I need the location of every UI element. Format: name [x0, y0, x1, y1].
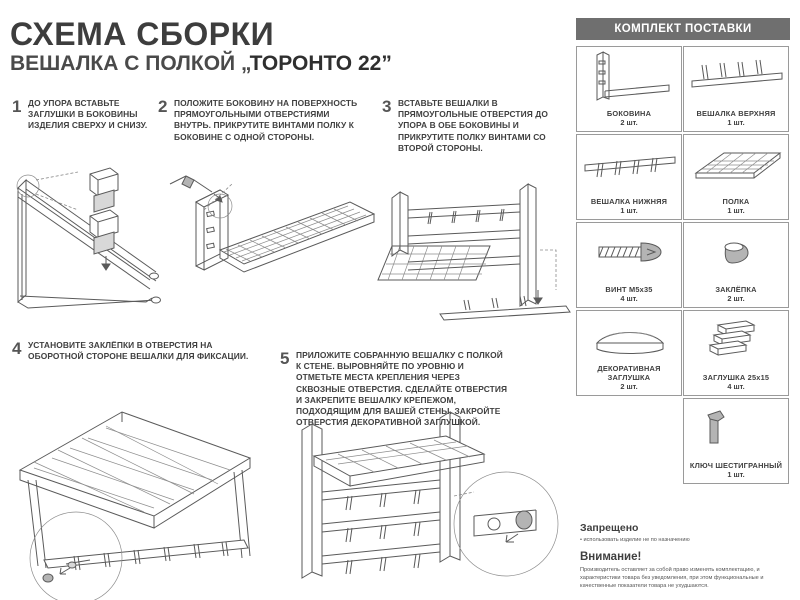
page-subtitle-prefix: ВЕШАЛКА С ПОЛКОЙ „ — [10, 52, 250, 75]
part-label: ДЕКОРАТИВНАЯ ЗАГЛУШКА — [597, 363, 661, 382]
shelf-icon — [684, 135, 788, 198]
step-3-number: 3 — [382, 97, 392, 116]
part-label: ВЕШАЛКА ВЕРХНЯЯ — [696, 108, 776, 118]
step-2-text: ПОЛОЖИТЕ БОКОВИНУ НА ПОВЕРХНОСТЬ ПРЯМОУГОЛЬНЫМИ ОТВЕРСТИЯМИ ВНУТРЬ. ПРИКРУТИТЕ ВИНТАМИ ПОЛКУ К БОКОВИНЕ С ОДНОЙ СТОРОНЫ. — [174, 98, 358, 142]
part-side-panel — [576, 46, 682, 132]
step-3-illustration — [370, 150, 576, 350]
screw-icon — [577, 223, 681, 286]
part-cap-25x15 — [683, 310, 789, 396]
part-label: КЛЮЧ ШЕСТИГРАННЫЙ — [689, 460, 783, 470]
forbidden-title: Запрещено — [580, 522, 639, 534]
part-qty: 1 шт. — [727, 470, 745, 480]
footer-notes — [580, 522, 798, 591]
step-3-text: ВСТАВЬТЕ ВЕШАЛКИ В ПРЯМОУГОЛЬНЫЕ ОТВЕРСТИЯ ДО УПОРА В ОБЕ БОКОВИНЫ И ПРИКРУТИТЕ ПОЛКУ ВИНТАМИ СО ВТОРОЙ СТОРОНЫ. — [398, 98, 548, 153]
step-4-text: УСТАНОВИТЕ ЗАКЛЁПКИ В ОТВЕРСТИЯ НА ОБОРОТНОЙ СТОРОНЕ ВЕШАЛКИ ДЛЯ ФИКСАЦИИ. — [28, 340, 249, 362]
product-model: ТОРОНТО 22” — [249, 52, 392, 75]
decorative-cap-icon — [577, 307, 681, 365]
forbidden-item: • использовать изделие не по назначению — [580, 537, 690, 543]
part-qty: 2 шт. — [620, 118, 638, 128]
step-2 — [158, 98, 368, 143]
step-2-number: 2 — [158, 97, 168, 116]
part-shelf — [683, 134, 789, 220]
lower-rail-icon — [577, 135, 681, 198]
part-qty: 2 шт. — [727, 294, 745, 304]
step-4 — [12, 340, 262, 362]
part-label: ЗАКЛЁПКА — [715, 284, 757, 294]
part-label: БОКОВИНА — [606, 108, 652, 118]
step-1-illustration — [6, 150, 166, 330]
step-4-illustration — [4, 388, 274, 588]
step-5-illustration — [278, 396, 568, 596]
upper-rail-icon — [684, 47, 788, 110]
assembly-steps — [0, 88, 576, 598]
part-qty: 1 шт. — [727, 118, 745, 128]
step-4-number: 4 — [12, 339, 22, 358]
page-title: СХЕМА СБОРКИ — [10, 16, 275, 52]
part-hex-key — [683, 398, 789, 484]
part-label: ВЕШАЛКА НИЖНЯЯ — [590, 196, 668, 206]
parts-panel — [576, 18, 790, 486]
cap-25x15-icon — [684, 311, 788, 374]
attention-title: Внимание! — [580, 551, 642, 564]
part-label: ЗАГЛУШКА 25х15 — [702, 372, 770, 382]
page-subtitle — [10, 53, 570, 75]
part-lower-rail — [576, 134, 682, 220]
step-3 — [382, 98, 572, 154]
step-1 — [12, 98, 152, 132]
hex-key-icon — [684, 399, 788, 462]
step-5-text: ПРИЛОЖИТЕ СОБРАННУЮ ВЕШАЛКУ С ПОЛКОЙ К СТЕНЕ. ВЫРОВНЯЙТЕ ПО УРОВНЮ И ОТМЕТЬТЕ МЕСТА КРЕПЛЕНИЯ ЧЕРЕЗ СКВОЗНЫЕ ОТВЕРСТИЯ. СДЕЛАЙТЕ ОТВЕРСТИЯ И ЗАКРЕПИТЕ ВЕШАЛКУ КРЕПЕЖОМ, ПОДХОДЯЩИМ ДЛЯ ВАШЕЙ СТЕНЫ. ЗАКРОЙТЕ ОТВЕРСТИЯ ДЕКОРАТИВНОЙ ЗАГЛУШКОЙ. — [296, 350, 508, 428]
part-qty: 4 шт. — [727, 382, 745, 392]
step-5-number: 5 — [280, 349, 290, 368]
step-1-number: 1 — [12, 97, 22, 116]
part-label: ВИНТ М5х35 — [605, 284, 653, 294]
parts-grid — [576, 46, 790, 486]
part-screw — [576, 222, 682, 308]
part-qty: 2 шт. — [620, 382, 638, 392]
part-label: ПОЛКА — [722, 196, 750, 206]
part-upper-rail — [683, 46, 789, 132]
part-qty: 1 шт. — [620, 206, 638, 216]
side-panel-icon — [577, 47, 681, 110]
part-rivet — [683, 222, 789, 308]
part-decorative-cap — [576, 310, 682, 396]
attention-text: Производитель оставляет за собой право изменять комплектацию, и характеристики товара без уведомления, при этом функциональные и качественные показатели товара не ухудшаются. — [580, 567, 764, 590]
step-1-text: ДО УПОРА ВСТАВЬТЕ ЗАГЛУШКИ В БОКОВИНЫ ИЗДЕЛИЯ СВЕРХУ И СНИЗУ. — [28, 98, 148, 131]
parts-panel-title: КОМПЛЕКТ ПОСТАВКИ — [576, 18, 790, 40]
step-2-illustration — [160, 154, 378, 334]
rivet-icon — [684, 223, 788, 286]
part-qty: 1 шт. — [727, 206, 745, 216]
part-qty: 4 шт. — [620, 294, 638, 304]
page-header — [10, 18, 570, 75]
